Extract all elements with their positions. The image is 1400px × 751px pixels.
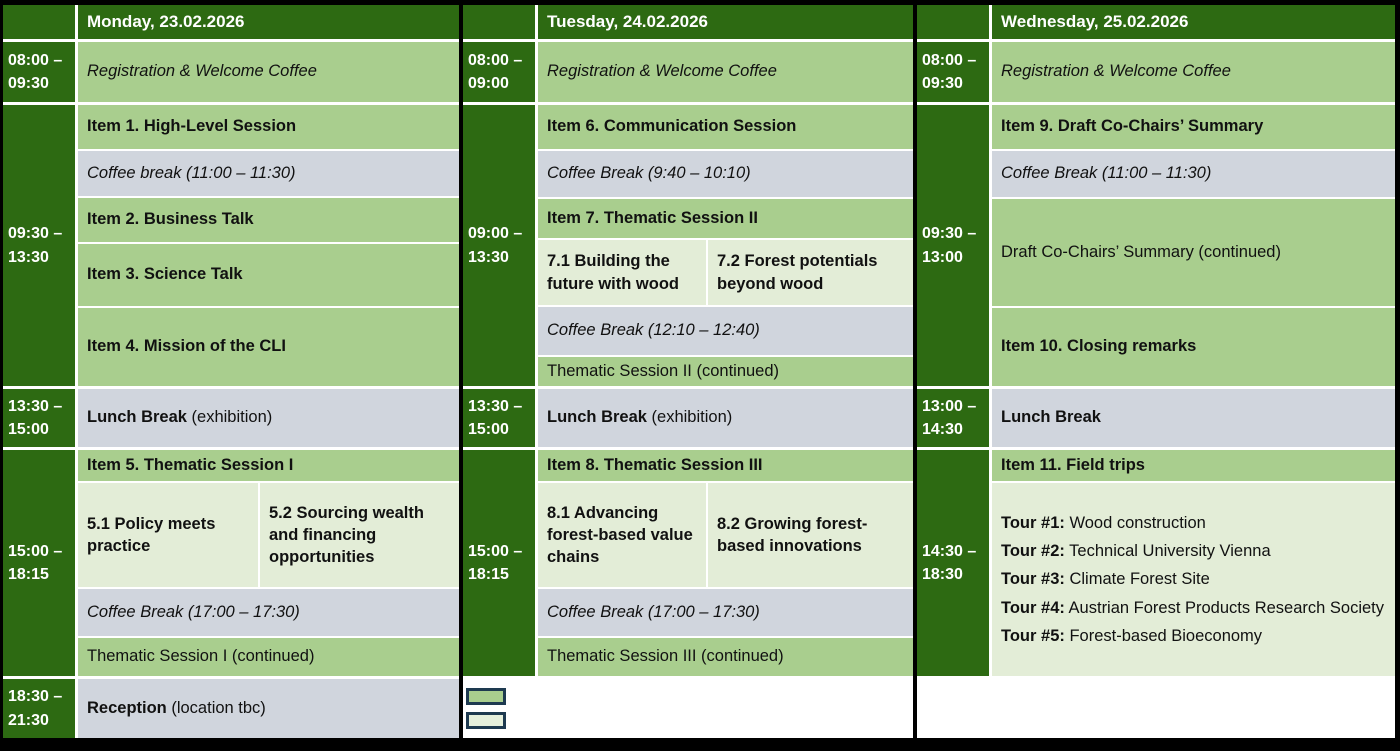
time-line-1: 15:00 – xyxy=(468,542,523,560)
time-line-1: 09:30 – xyxy=(8,225,63,243)
time-line-1: 15:00 – xyxy=(8,542,63,560)
cell-text: Item 4. Mission of the CLI xyxy=(87,337,286,356)
cell-text: Coffee Break (17:00 – 17:30) xyxy=(547,602,760,621)
time-line-1: 13:30 – xyxy=(468,397,523,415)
monday-session-5-1-cell xyxy=(78,483,258,587)
wednesday-time-0800-0930 xyxy=(917,42,989,102)
wednesday-time-0930-1300 xyxy=(917,105,989,386)
monday-header-row xyxy=(3,5,459,39)
tour-label: Tour #1: xyxy=(1001,514,1065,533)
tour-line-3 xyxy=(1001,565,1386,593)
time-line-1: 08:00 – xyxy=(922,51,977,69)
cell-text: 8.1 Advancing forest-based value chains xyxy=(547,503,693,567)
cell-line xyxy=(87,698,266,719)
monday-band-reception xyxy=(3,679,459,738)
cell-text: Thematic Session III (continued) xyxy=(547,647,784,666)
monday-band-registration xyxy=(3,42,459,102)
time-line-1: 08:00 – xyxy=(468,51,523,69)
cell-text: Thematic Session II (continued) xyxy=(547,361,780,380)
time-line-1: 09:00 – xyxy=(468,225,523,243)
monday-reception-cell xyxy=(78,679,459,738)
wednesday-item9-cell xyxy=(992,105,1395,149)
cell-line xyxy=(87,407,272,428)
cell-text: Item 9. Draft Co-Chairs’ Summary xyxy=(1001,117,1264,136)
legend-swatch-plenary xyxy=(466,688,506,705)
day-column-wednesday xyxy=(917,5,1395,738)
wednesday-summary-continued-cell xyxy=(992,199,1395,306)
tour-line-1 xyxy=(1001,509,1386,537)
cell-rest-text: (exhibition) xyxy=(646,408,733,427)
cell-bold-text: Lunch Break xyxy=(87,408,187,427)
tuesday-band-registration xyxy=(463,42,913,102)
time-line-2: 13:30 xyxy=(8,248,49,266)
time-line-2: 09:30 xyxy=(8,75,49,92)
tuesday-time-0900-1330 xyxy=(463,105,535,386)
wednesday-time-header-cell xyxy=(917,5,989,39)
time-line-2: 15:00 xyxy=(468,421,509,438)
monday-band-lunch xyxy=(3,389,459,447)
monday-time-1500-1815 xyxy=(3,450,75,676)
wednesday-day-header xyxy=(992,5,1395,39)
tour-line-4 xyxy=(1001,594,1386,622)
tour-text: Climate Forest Site xyxy=(1064,570,1210,589)
cell-rest-text: (exhibition) xyxy=(186,408,273,427)
monday-time-header-cell xyxy=(3,5,75,39)
tuesday-time-1500-1815 xyxy=(463,450,535,676)
tuesday-header-row xyxy=(463,5,913,39)
time-line-1: 13:30 – xyxy=(8,397,63,415)
wednesday-header-label: Wednesday, 25.02.2026 xyxy=(1001,12,1189,31)
tuesday-item6-cell xyxy=(538,105,913,149)
tour-line-2 xyxy=(1001,537,1386,565)
schedule-grid xyxy=(3,5,1395,738)
cell-text: Item 10. Closing remarks xyxy=(1001,337,1197,356)
cell-text: Item 1. High-Level Session xyxy=(87,117,297,136)
time-line-1: 08:00 – xyxy=(8,51,63,69)
monday-lunch-cell xyxy=(78,389,459,447)
tour-label: Tour #2: xyxy=(1001,542,1065,561)
time-line-2: 09:30 xyxy=(922,75,963,92)
tuesday-item8-cell xyxy=(538,450,913,481)
monday-item1-cell xyxy=(78,105,459,149)
monday-coffee-break-pm-cell xyxy=(78,589,459,636)
cell-rest-text: (location tbc) xyxy=(166,698,266,717)
cell-text: Item 2. Business Talk xyxy=(87,210,254,229)
tuesday-parallel-sessions-8 xyxy=(538,483,913,587)
tuesday-header-label: Tuesday, 24.02.2026 xyxy=(547,12,708,31)
time-line-2: 13:00 xyxy=(922,248,963,266)
tour-text: Austrian Forest Products Research Society xyxy=(1064,598,1385,617)
day-column-monday xyxy=(3,5,459,738)
tuesday-time-header-cell xyxy=(463,5,535,39)
cell-bold-text: Reception xyxy=(87,698,167,717)
wednesday-band-morning xyxy=(917,105,1395,386)
cell-text: Item 7. Thematic Session II xyxy=(547,208,758,227)
tuesday-coffee-break-noon-cell xyxy=(538,307,913,355)
legend-swatch-parallel xyxy=(466,712,506,729)
cell-text: Item 3. Science Talk xyxy=(87,265,243,284)
monday-session1-continued-cell xyxy=(78,638,459,676)
wednesday-band-lunch xyxy=(917,389,1395,447)
time-line-1: 18:30 – xyxy=(8,688,63,706)
tour-text: Technical University Vienna xyxy=(1064,542,1271,561)
monday-coffee-break-am-cell xyxy=(78,151,459,196)
tuesday-session2-continued-cell xyxy=(538,357,913,386)
cell-text: Coffee Break (17:00 – 17:30) xyxy=(87,602,300,621)
tuesday-time-0800-0900 xyxy=(463,42,535,102)
time-line-2: 21:30 xyxy=(8,711,49,729)
wednesday-item10-cell xyxy=(992,308,1395,386)
cell-text: 7.1 Building the future with wood xyxy=(547,252,679,293)
time-line-2: 14:30 xyxy=(922,421,963,438)
cell-text: Registration & Welcome Coffee xyxy=(87,62,317,81)
time-line-2: 18:15 xyxy=(8,566,49,583)
time-line-1: 13:00 – xyxy=(922,397,977,415)
wednesday-time-1300-1430 xyxy=(917,389,989,447)
cell-text: 7.2 Forest potentials beyond wood xyxy=(717,252,878,293)
cell-bold-text: Lunch Break xyxy=(1001,408,1101,427)
tour-text: Forest-based Bioeconomy xyxy=(1064,626,1263,645)
tuesday-parallel-sessions-7 xyxy=(538,240,913,305)
tour-line-5 xyxy=(1001,622,1386,650)
tuesday-lunch-cell xyxy=(538,389,913,447)
cell-text: Item 6. Communication Session xyxy=(547,117,797,136)
cell-text: Item 11. Field trips xyxy=(1001,455,1145,474)
monday-time-0800-0930 xyxy=(3,42,75,102)
wednesday-time-1430-1830 xyxy=(917,450,989,676)
cell-line xyxy=(547,407,732,428)
tuesday-registration-cell xyxy=(538,42,913,102)
monday-parallel-sessions xyxy=(78,483,459,587)
wednesday-tours-cell xyxy=(992,483,1395,676)
wednesday-lunch-cell xyxy=(992,389,1395,447)
time-line-2: 18:15 xyxy=(468,566,509,583)
cell-bold-text: Lunch Break xyxy=(547,408,647,427)
monday-item2-cell xyxy=(78,198,459,242)
time-line-1: 14:30 – xyxy=(922,542,977,560)
tour-label: Tour #3: xyxy=(1001,570,1065,589)
tuesday-session-8-2-cell xyxy=(708,483,913,587)
tuesday-session-7-2-cell xyxy=(708,240,913,305)
monday-item3-cell xyxy=(78,244,459,306)
tuesday-band-lunch xyxy=(463,389,913,447)
monday-time-0930-1330 xyxy=(3,105,75,386)
wednesday-coffee-break-am-cell xyxy=(992,151,1395,197)
wednesday-band-fieldtrips xyxy=(917,450,1395,676)
tuesday-session-7-1-cell xyxy=(538,240,706,305)
cell-text: Coffee Break (9:40 – 10:10) xyxy=(547,164,751,183)
cell-text: Coffee break (11:00 – 11:30) xyxy=(87,163,296,182)
tuesday-day-header xyxy=(538,5,913,39)
monday-session-5-2-cell xyxy=(260,483,459,587)
wednesday-item11-cell xyxy=(992,450,1395,481)
cell-text: Draft Co-Chairs’ Summary (continued) xyxy=(1001,242,1281,261)
time-line-2: 18:30 xyxy=(922,566,963,583)
tuesday-session3-continued-cell xyxy=(538,638,913,676)
wednesday-header-row xyxy=(917,5,1395,39)
monday-time-1830-2130 xyxy=(3,679,75,738)
wednesday-band-registration xyxy=(917,42,1395,102)
cell-text: 5.1 Policy meets practice xyxy=(87,514,216,555)
cell-text: Coffee Break (11:00 – 11:30) xyxy=(1001,164,1212,183)
monday-registration-cell xyxy=(78,42,459,102)
tour-label: Tour #4: xyxy=(1001,598,1065,617)
day-column-tuesday xyxy=(463,5,913,738)
cell-text: Thematic Session I (continued) xyxy=(87,647,315,666)
cell-text: Item 8. Thematic Session III xyxy=(547,455,763,474)
monday-band-morning xyxy=(3,105,459,386)
tuesday-coffee-break-pm-cell xyxy=(538,589,913,636)
monday-header-label: Monday, 23.02.2026 xyxy=(87,12,245,31)
tour-label: Tour #5: xyxy=(1001,626,1065,645)
monday-item4-cell xyxy=(78,308,459,386)
cell-text: 5.2 Sourcing wealth and financing opportunities xyxy=(269,503,424,567)
tuesday-session-8-1-cell xyxy=(538,483,706,587)
tuesday-item7-cell xyxy=(538,199,913,238)
time-line-2: 09:00 xyxy=(468,75,509,92)
time-line-2: 15:00 xyxy=(8,421,49,438)
cell-line xyxy=(1001,407,1101,428)
monday-time-1330-1500 xyxy=(3,389,75,447)
monday-day-header xyxy=(78,5,459,39)
cell-text: Item 5. Thematic Session I xyxy=(87,455,294,474)
tuesday-time-1330-1500 xyxy=(463,389,535,447)
tuesday-band-afternoon xyxy=(463,450,913,676)
time-line-1: 09:30 – xyxy=(922,225,977,243)
tuesday-band-morning xyxy=(463,105,913,386)
tuesday-coffee-break-am-cell xyxy=(538,151,913,197)
cell-text: 8.2 Growing forest-based innovations xyxy=(717,514,868,555)
cell-text: Registration & Welcome Coffee xyxy=(1001,62,1231,81)
tour-text: Wood construction xyxy=(1064,514,1206,533)
monday-band-afternoon xyxy=(3,450,459,676)
cell-text: Registration & Welcome Coffee xyxy=(547,62,777,81)
monday-item5-cell xyxy=(78,450,459,481)
wednesday-registration-cell xyxy=(992,42,1395,102)
time-line-2: 13:30 xyxy=(468,248,509,266)
cell-text: Coffee Break (12:10 – 12:40) xyxy=(547,321,760,340)
